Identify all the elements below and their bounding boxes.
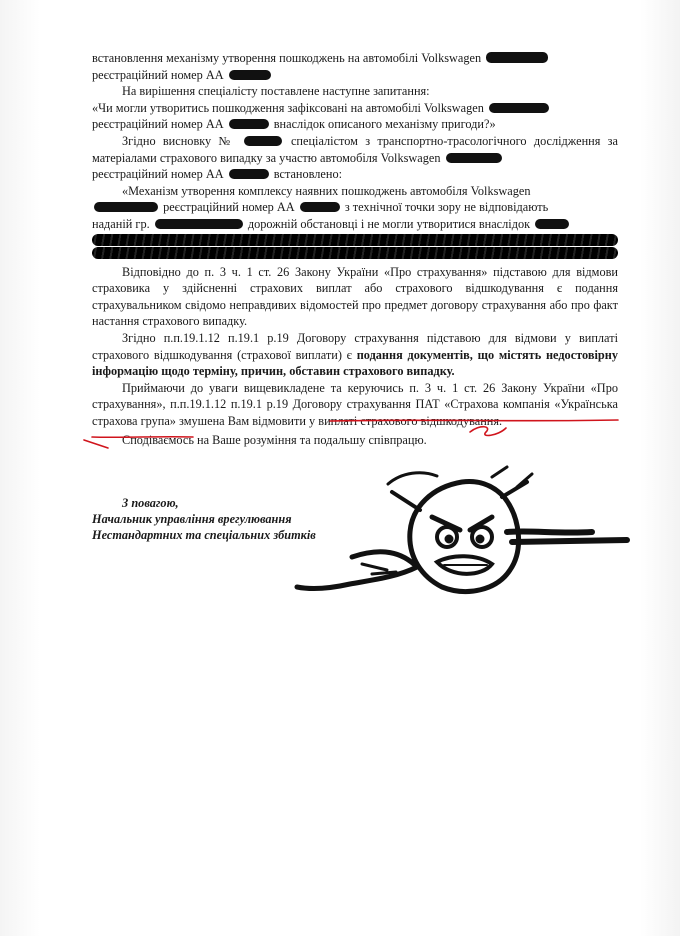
text: «Чи могли утворитись пошкодження зафіксовані на автомобілі Volkswagen (92, 100, 484, 115)
text: Приймаючи до уваги вищевикладене та керуючись п. 3 ч. 1 ст. 26 Закону України «Про страхування», п.п.19.1.12 п.19.1 р.19 Договору страхування ПАТ «Страхова компанія «Українська страхова група» (92, 380, 618, 428)
doodle-face-drawing (292, 462, 632, 602)
redaction (535, 219, 569, 229)
decision-text: змушена Вам відмовити у виплаті страхового відшкодування. (179, 413, 503, 428)
paragraph-closing (92, 432, 618, 449)
redaction (229, 169, 269, 179)
paragraph-expert-conclusion (92, 133, 618, 183)
redaction (244, 136, 282, 146)
redaction (155, 219, 243, 229)
letter-body (92, 50, 618, 449)
text: дорожній обстановці і не могли утворитися внаслідок (247, 216, 531, 231)
redaction (229, 70, 271, 80)
redacted-line (92, 247, 618, 259)
text: внаслідок описаного механізму пригоди?» (273, 117, 496, 132)
text: реєстраційний номер АА (92, 167, 224, 182)
text: Згідно п.п.19.1.12 п.19.1 р.19 Договору страхування підставою для відмови у виплаті страхового відшкодування (страхової виплати) є (92, 330, 618, 362)
text: Згідно висновку № (122, 133, 235, 148)
redaction (446, 153, 502, 163)
paragraph-decision (92, 380, 618, 430)
text: На вирішення спеціалісту поставлене наступне запитання: (122, 84, 430, 99)
text: з технічної точки зору не відповідають (344, 200, 549, 215)
signer-department: Нестандартних та спеціальних збитків (92, 528, 316, 543)
text: встановлено: (273, 167, 343, 182)
text: встановлення механізму утворення пошкоджень на автомобілі Volkswagen (92, 51, 482, 65)
text: «Механізм утворення комплексу наявних пошкоджень автомобіля Volkswagen (122, 183, 531, 198)
redaction (300, 202, 340, 212)
redaction (94, 202, 158, 212)
greeting: З повагою, (122, 496, 179, 510)
paragraph-question-intro (92, 83, 618, 100)
text: наданій гр. (92, 216, 150, 231)
paragraph-law-reference (92, 264, 618, 330)
paragraph-question (92, 100, 618, 133)
paragraph-mechanism (92, 50, 618, 83)
paragraph-contract-reference (92, 330, 618, 380)
redaction (486, 52, 548, 63)
paragraph-citation (92, 183, 618, 259)
text: спеціалістом з транспортно-трасологічного дослідження за матеріалами страхового випадку за участю автомобіля Volkswagen (92, 133, 618, 165)
text: Сподіваємось на Ваше розуміння та подальшу співпрацю. (122, 433, 427, 448)
redacted-line (92, 234, 618, 246)
bold-text: подання документів, що містять недостовірну інформацію щодо терміну, причин, обставин страхового випадку. (92, 347, 618, 379)
redaction (229, 119, 269, 129)
signature-block (92, 495, 316, 544)
text: реєстраційний номер АА (92, 117, 224, 132)
text: реєстраційний номер АА (92, 67, 224, 82)
text: реєстраційний номер АА (163, 200, 295, 215)
text: Відповідно до п. 3 ч. 1 ст. 26 Закону України «Про страхування» підставою для відмови страховика у здійсненні страхових виплат або страхового відшкодування є подання страхувальником свідомо неправдивих відомостей про предмет договору страхування або про факт настання страхового випадку. (92, 264, 618, 329)
signer-title: Начальник управління врегулювання (92, 512, 292, 527)
redaction (489, 103, 549, 113)
